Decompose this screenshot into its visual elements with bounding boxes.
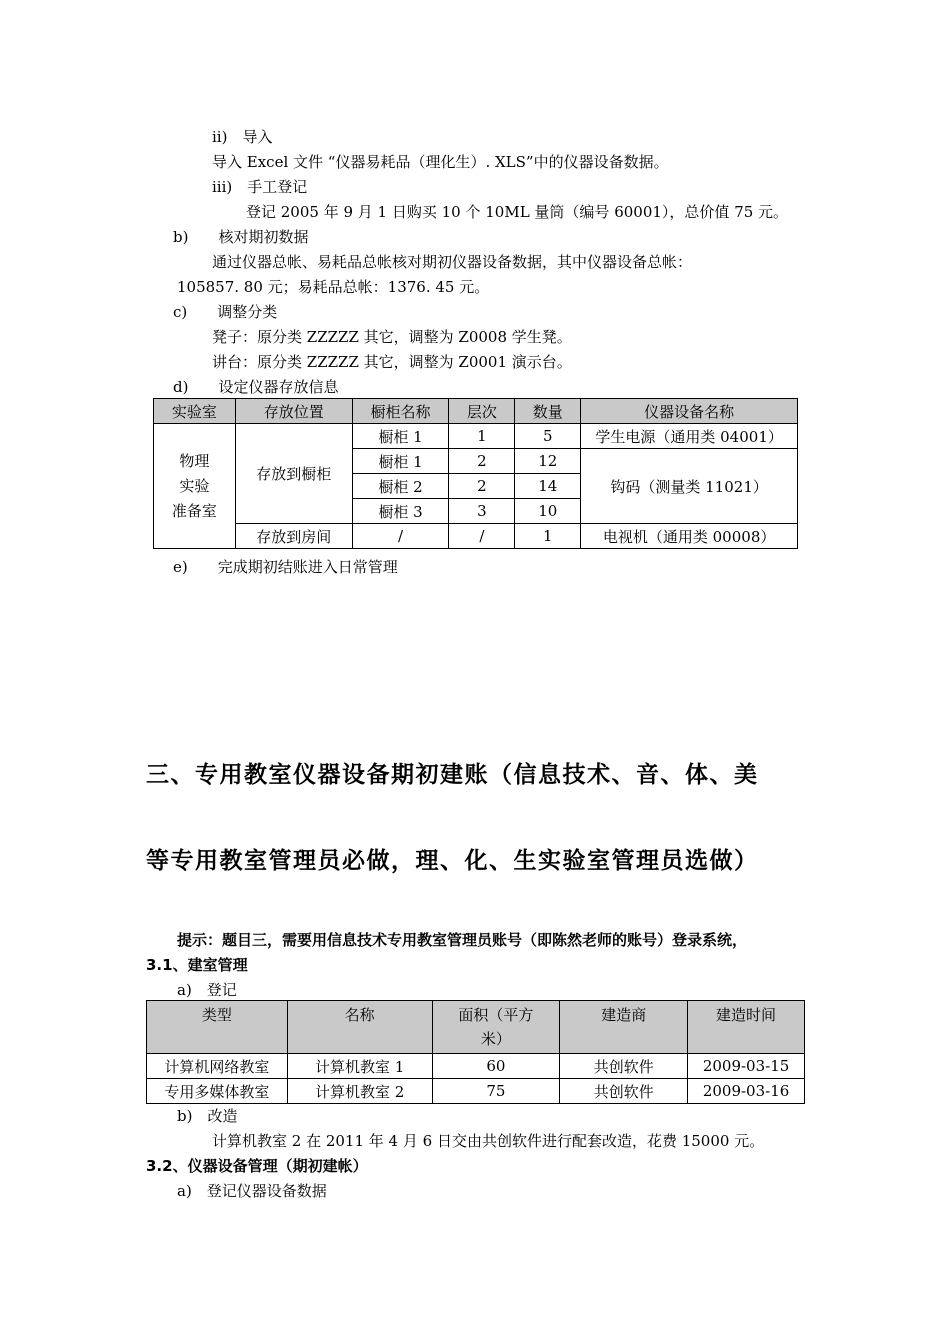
table-row bbox=[147, 1079, 805, 1104]
cell: 计算机网络教室 bbox=[147, 1054, 288, 1079]
cell: 2009-03-15 bbox=[688, 1054, 805, 1079]
import-desc: 导入 Excel 文件 “仪器易耗品（理化生）. XLS”中的仪器设备数据。 bbox=[212, 153, 669, 171]
table-header-row bbox=[154, 399, 798, 424]
room-table bbox=[146, 1000, 805, 1104]
col-header-line: 米） bbox=[480, 1030, 511, 1048]
col-header: 名称 bbox=[287, 1001, 432, 1054]
location-cell: 存放到橱柜 bbox=[235, 424, 352, 524]
cell: 5 bbox=[515, 424, 581, 449]
lab-line: 实验 bbox=[179, 476, 210, 495]
section-3-2-heading: 3.2、仪器设备管理（期初建帐） bbox=[146, 1157, 368, 1175]
cell: 共创软件 bbox=[560, 1079, 688, 1104]
lab-cell bbox=[154, 424, 236, 549]
cell: 60 bbox=[432, 1054, 560, 1079]
cell: 橱柜 3 bbox=[352, 499, 449, 524]
cell: 2 bbox=[449, 474, 515, 499]
col-header: 实验室 bbox=[154, 399, 236, 424]
tip-text bbox=[177, 930, 747, 950]
item-b-renovate: b) 改造 bbox=[177, 1107, 238, 1125]
table-row bbox=[154, 424, 798, 449]
cell: 14 bbox=[515, 474, 581, 499]
location-cell: 存放到房间 bbox=[235, 524, 352, 549]
cell: 1 bbox=[515, 524, 581, 549]
col-header: 建造时间 bbox=[688, 1001, 805, 1054]
col-header: 类型 bbox=[147, 1001, 288, 1054]
storage-table bbox=[153, 398, 798, 549]
item-ii: ii) 导入 bbox=[212, 128, 273, 146]
item-iii: iii) 手工登记 bbox=[212, 178, 308, 196]
verify-desc-2: 105857. 80 元；易耗品总帐：1376. 45 元。 bbox=[177, 278, 490, 296]
table-header-row bbox=[147, 1001, 805, 1054]
col-header: 层次 bbox=[449, 399, 515, 424]
lab-line: 准备室 bbox=[171, 501, 217, 520]
cell: 橱柜 1 bbox=[352, 424, 449, 449]
col-header: 数量 bbox=[515, 399, 581, 424]
section-3-1-heading: 3.1、建室管理 bbox=[146, 956, 248, 974]
cell: 专用多媒体教室 bbox=[147, 1079, 288, 1104]
col-header: 建造商 bbox=[560, 1001, 688, 1054]
cell: 计算机教室 2 bbox=[287, 1079, 432, 1104]
cell: 12 bbox=[515, 449, 581, 474]
item-e: e) 完成期初结账进入日常管理 bbox=[173, 558, 398, 576]
cell: 75 bbox=[432, 1079, 560, 1104]
renovate-desc: 计算机教室 2 在 2011 年 4 月 6 日交由共创软件进行配套改造，花费 15000 元。 bbox=[212, 1132, 765, 1150]
cell: 10 bbox=[515, 499, 581, 524]
cell: 2009-03-16 bbox=[688, 1079, 805, 1104]
cell: 橱柜 1 bbox=[352, 449, 449, 474]
cell: 3 bbox=[449, 499, 515, 524]
cell: 钩码（测量类 11021） bbox=[581, 449, 798, 524]
lab-line: 物理 bbox=[179, 451, 210, 470]
table-row bbox=[147, 1054, 805, 1079]
item-a-equipment: a) 登记仪器设备数据 bbox=[177, 1182, 327, 1200]
item-a-register: a) 登记 bbox=[177, 981, 237, 999]
cell: 共创软件 bbox=[560, 1054, 688, 1079]
col-header: 橱柜名称 bbox=[352, 399, 449, 424]
cell: / bbox=[449, 524, 515, 549]
verify-desc-1: 通过仪器总帐、易耗品总帐核对期初仪器设备数据，其中仪器设备总帐： bbox=[212, 253, 693, 271]
cell: 电视机（通用类 00008） bbox=[581, 524, 798, 549]
item-d: d) 设定仪器存放信息 bbox=[173, 378, 339, 396]
cell: 橱柜 2 bbox=[352, 474, 449, 499]
col-header: 仪器设备名称 bbox=[581, 399, 798, 424]
section-3-title-line-2: 等专用教室管理员必做，理、化、生实验室管理员选做） bbox=[146, 848, 759, 874]
cell: 1 bbox=[449, 424, 515, 449]
cell: / bbox=[352, 524, 449, 549]
stool-line: 凳子：原分类 ZZZZZ 其它，调整为 Z0008 学生凳。 bbox=[212, 328, 572, 346]
table-row bbox=[154, 524, 798, 549]
col-header bbox=[432, 1001, 560, 1054]
register-desc: 登记 2005 年 9 月 1 日购买 10 个 10ML 量筒（编号 60001），总价值 75 元。 bbox=[246, 203, 789, 221]
item-b: b) 核对期初数据 bbox=[173, 228, 309, 246]
col-header-line: 面积（平方 bbox=[458, 1006, 534, 1024]
col-header: 存放位置 bbox=[235, 399, 352, 424]
section-3-title-line-1: 三、专用教室仪器设备期初建账（信息技术、音、体、美 bbox=[146, 762, 759, 788]
tip-line: 提示：题目三，需要用信息技术专用教室管理员账号（即陈然老师的账号）登录系统， bbox=[177, 931, 748, 949]
item-c: c) 调整分类 bbox=[173, 303, 278, 321]
cell: 计算机教室 1 bbox=[287, 1054, 432, 1079]
podium-line: 讲台：原分类 ZZZZZ 其它，调整为 Z0001 演示台。 bbox=[212, 353, 572, 371]
cell: 学生电源（通用类 04001） bbox=[581, 424, 798, 449]
cell: 2 bbox=[449, 449, 515, 474]
